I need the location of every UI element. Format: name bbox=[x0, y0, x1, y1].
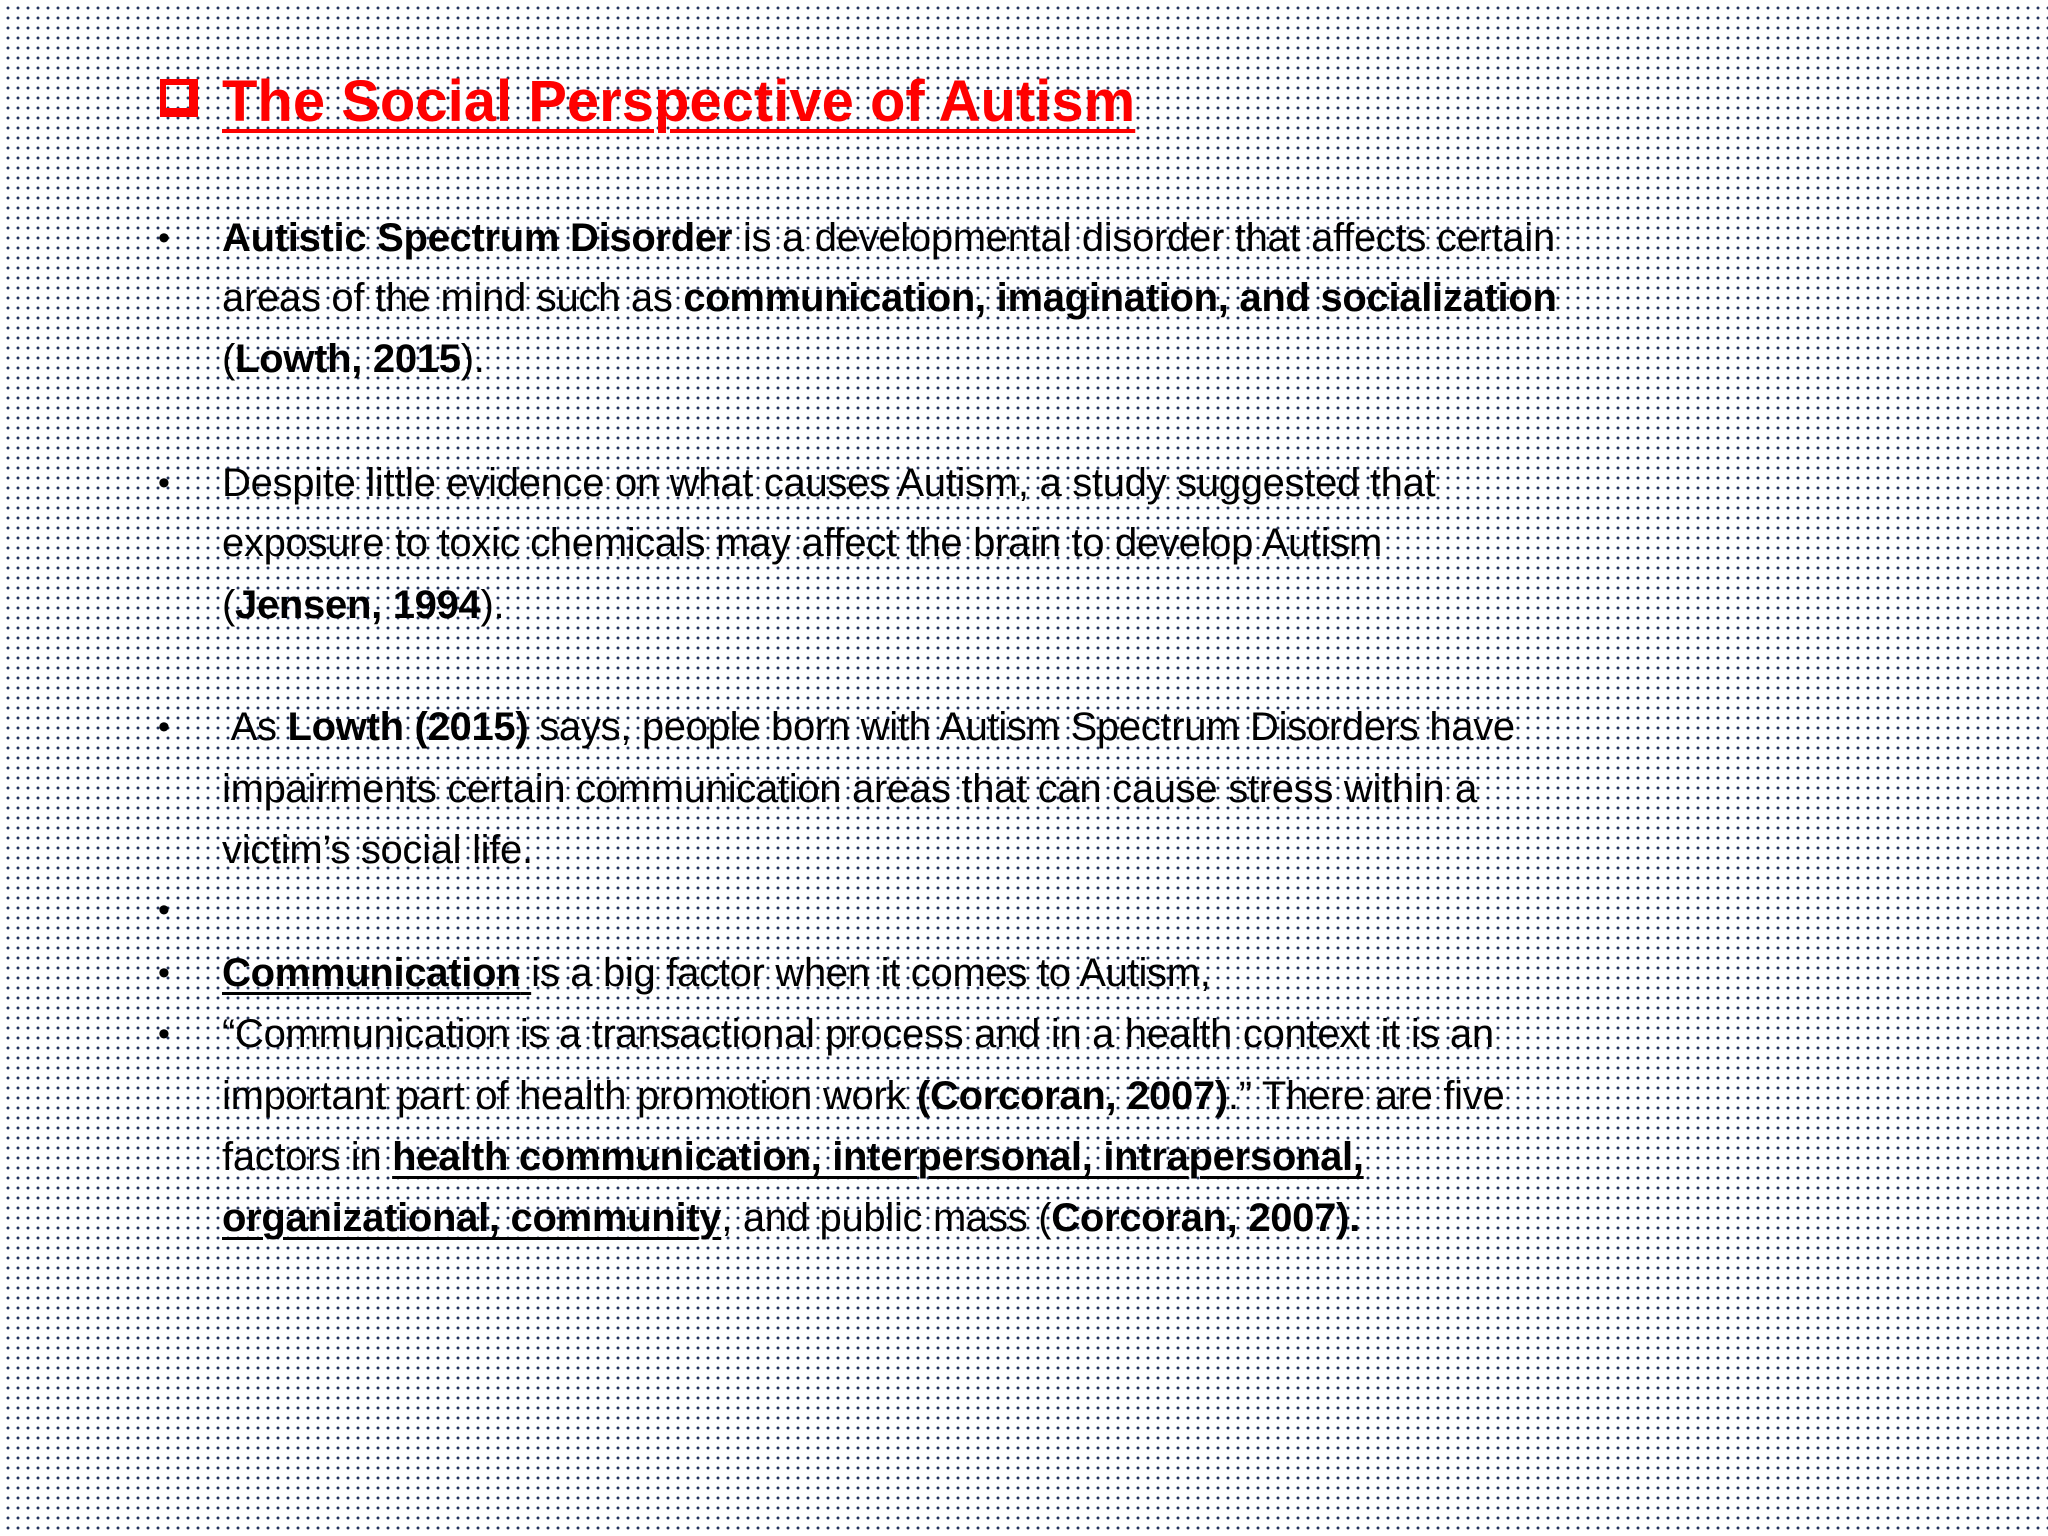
text-segment: says, people born with Autism Spectrum Disorders have bbox=[528, 705, 1515, 749]
bullet-text-line bbox=[222, 1066, 1504, 1127]
text-segment: ). bbox=[480, 583, 505, 627]
text-segment: ( bbox=[222, 337, 236, 381]
bullet-text-line bbox=[222, 208, 1555, 269]
bullet-text-line bbox=[222, 943, 1211, 1004]
bullet-text-line bbox=[222, 329, 485, 390]
bullet-marker: • bbox=[158, 1015, 170, 1053]
emphasized-text: Jensen, 1994 bbox=[235, 583, 481, 627]
bullet-text-line bbox=[222, 1127, 1364, 1188]
bullet-text-line bbox=[222, 1188, 1360, 1249]
text-segment: ( bbox=[222, 583, 236, 627]
text-segment bbox=[520, 951, 531, 995]
text-segment: factors in bbox=[222, 1135, 393, 1179]
text-segment: is a developmental disorder that affects certain bbox=[732, 216, 1555, 260]
bullet-marker: • bbox=[158, 954, 170, 992]
checkbox-square-icon bbox=[160, 79, 198, 117]
bullet-text-line bbox=[222, 820, 533, 881]
bullet-text-line bbox=[222, 759, 1477, 820]
text-segment: impairments certain communication areas that can cause stress within a bbox=[222, 767, 1478, 811]
emphasized-text: communication, imagination, and socialization bbox=[683, 276, 1557, 320]
emphasized-text: Lowth, 2015 bbox=[235, 337, 461, 381]
text-segment: , and public mass ( bbox=[721, 1196, 1052, 1240]
emphasized-text: Lowth (2015) bbox=[287, 705, 529, 749]
emphasized-text: Communication bbox=[222, 951, 521, 995]
bullet-text-line bbox=[222, 575, 504, 636]
text-segment: Despite little evidence on what causes Autism, a study suggested that bbox=[222, 461, 1436, 505]
text-segment: .” There are five bbox=[1227, 1074, 1505, 1118]
text-segment: exposure to toxic chemicals may affect the brain to develop Autism bbox=[222, 521, 1383, 565]
bullet-text-line bbox=[222, 697, 1515, 758]
emphasized-text: (Corcoran, 2007) bbox=[917, 1074, 1228, 1118]
emphasized-text: health communication, interpersonal, intrapersonal, bbox=[392, 1135, 1364, 1179]
emphasized-text: organizational, community bbox=[222, 1196, 722, 1240]
text-segment: ). bbox=[460, 337, 485, 381]
text-segment: victim’s social life. bbox=[222, 828, 533, 872]
emphasized-text: Corcoran, 2007). bbox=[1051, 1196, 1360, 1240]
bullet-marker: • bbox=[158, 464, 170, 502]
slide-title-row bbox=[160, 68, 1135, 135]
text-segment: is a big factor when it comes to Autism, bbox=[531, 951, 1211, 995]
text-segment: areas of the mind such as bbox=[222, 276, 684, 320]
slide-title: The Social Perspective of Autism bbox=[222, 69, 1136, 134]
bullet-text-line bbox=[222, 268, 1557, 329]
bullet-text-line bbox=[222, 453, 1435, 514]
bullet-marker: • bbox=[158, 708, 170, 746]
text-segment: As bbox=[222, 705, 288, 749]
emphasized-text: Autistic Spectrum Disorder bbox=[222, 216, 733, 260]
bullet-text-line bbox=[222, 1004, 1494, 1065]
bullet-text-line bbox=[222, 513, 1382, 574]
bullet-marker: • bbox=[158, 219, 170, 257]
bullet-marker: • bbox=[158, 891, 170, 929]
text-segment: “Communication is a transactional process and in a health context it is an bbox=[222, 1012, 1494, 1056]
text-segment: important part of health promotion work bbox=[222, 1074, 918, 1118]
